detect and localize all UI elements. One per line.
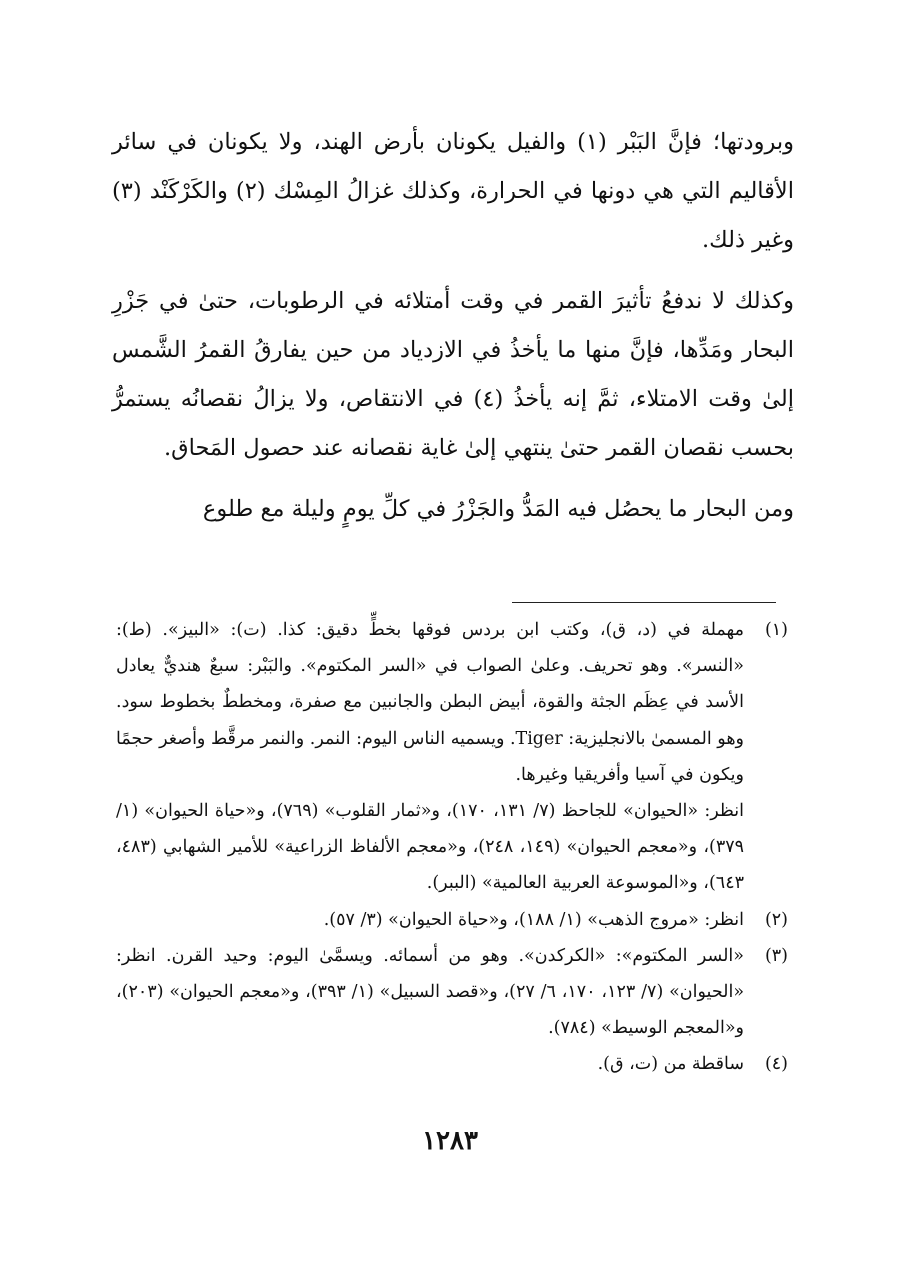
footnotes bbox=[116, 612, 788, 1083]
footnote-4 bbox=[116, 1046, 788, 1082]
paragraph-1: وبرودتها؛ فإنَّ البَبْر (١) والفيل يكونان بأرض الهند، ولا يكونان في سائر الأقاليم التي هي دونها في الحرارة، وكذلك غزالُ المِسْك (٢) والكَرْكَنْد (٣) وغير ذلك. bbox=[112, 129, 795, 253]
footnote-text: انظر: «الحيوان» للجاحظ (٧/ ١٣١، ١٧٠)، و«ثمار القلوب» (٧٦٩)، و«حياة الحيوان» (١/ ٣٧٩)، و«معجم الحيوان» (١٤٩، ٢٤٨)، و«معجم الألفاظ الزراعية» للأمير الشهابي (٤٨٣، ٦٤٣)، و«الموسوعة العربية العالمية» (الببر). bbox=[116, 801, 745, 894]
footnote-number: (٢) bbox=[764, 909, 788, 930]
footnote-text: مهملة في (د، ق)، وكتب ابن بردس فوقها بخطٍّ دقيق: كذا. (ت): «البيز». (ط): «النسر». وهو تحريف. وعلىٰ الصواب في «السر المكتوم». والبَبْر: سبعٌ هنديٌّ يعادل الأسد في عِظَم الجثة والقوة، أبيض البطن والجانبين مع صفرة، ومخططٌ بخطوط سود. وهو المسمىٰ بالانجليزية: Tiger. ويسميه الناس اليوم: النمر. والنمر مرقَّط وأصغر حجمًا ويكون في آسيا وأفريقيا وغيرها. bbox=[115, 620, 744, 785]
footnote-3 bbox=[116, 938, 788, 1047]
footnote-2 bbox=[116, 902, 788, 938]
footnote-number: (٤) bbox=[764, 1054, 788, 1075]
paragraph-3: ومن البحار ما يحصُل فيه المَدُّ والجَزْرُ في كلِّ يومٍ وليلة مع طلوع bbox=[202, 496, 794, 522]
main-text bbox=[112, 118, 794, 546]
footnote-separator bbox=[512, 602, 776, 603]
footnote-text: انظر: «مروج الذهب» (١/ ١٨٨)، و«حياة الحيوان» (٣/ ٥٧). bbox=[323, 909, 744, 930]
page-number: ١٢٨٣ bbox=[422, 1126, 478, 1156]
footnote-1 bbox=[116, 612, 788, 902]
footnote-number: (٣) bbox=[764, 945, 788, 966]
footnote-text: «السر المكتوم»: «الكركدن». وهو من أسمائه. ويسمَّىٰ اليوم: وحيد القرن. انظر: «الحيوان» (٧/ ١٢٣، ١٧٠، ٦/ ٢٧)، و«قصد السبيل» (١/ ٣٩٣)، و«معجم الحيوان» (٢٠٣)، و«المعجم الوسيط» (٧٨٤). bbox=[116, 945, 745, 1039]
footnote-text: ساقطة من (ت، ق). bbox=[597, 1054, 744, 1075]
paragraph-2: وكذلك لا ندفعُ تأثيرَ القمر في وقت أمتلائه في الرطوبات، حتىٰ في جَزْرِ البحار ومَدِّها، فإنَّ منها ما يأخذُ في الازدياد من حين يفارقُ القمرُ الشَّمس إلىٰ وقت الامتلاء، ثمَّ إنه يأخذُ (٤) في الانتقاص، ولا يزالُ نقصانُه يستمرُّ بحسب نقصان القمر حتىٰ ينتهي إلىٰ غاية نقصانه عند حصول المَحاق. bbox=[112, 288, 794, 461]
footnote-number: (١) bbox=[764, 620, 788, 640]
